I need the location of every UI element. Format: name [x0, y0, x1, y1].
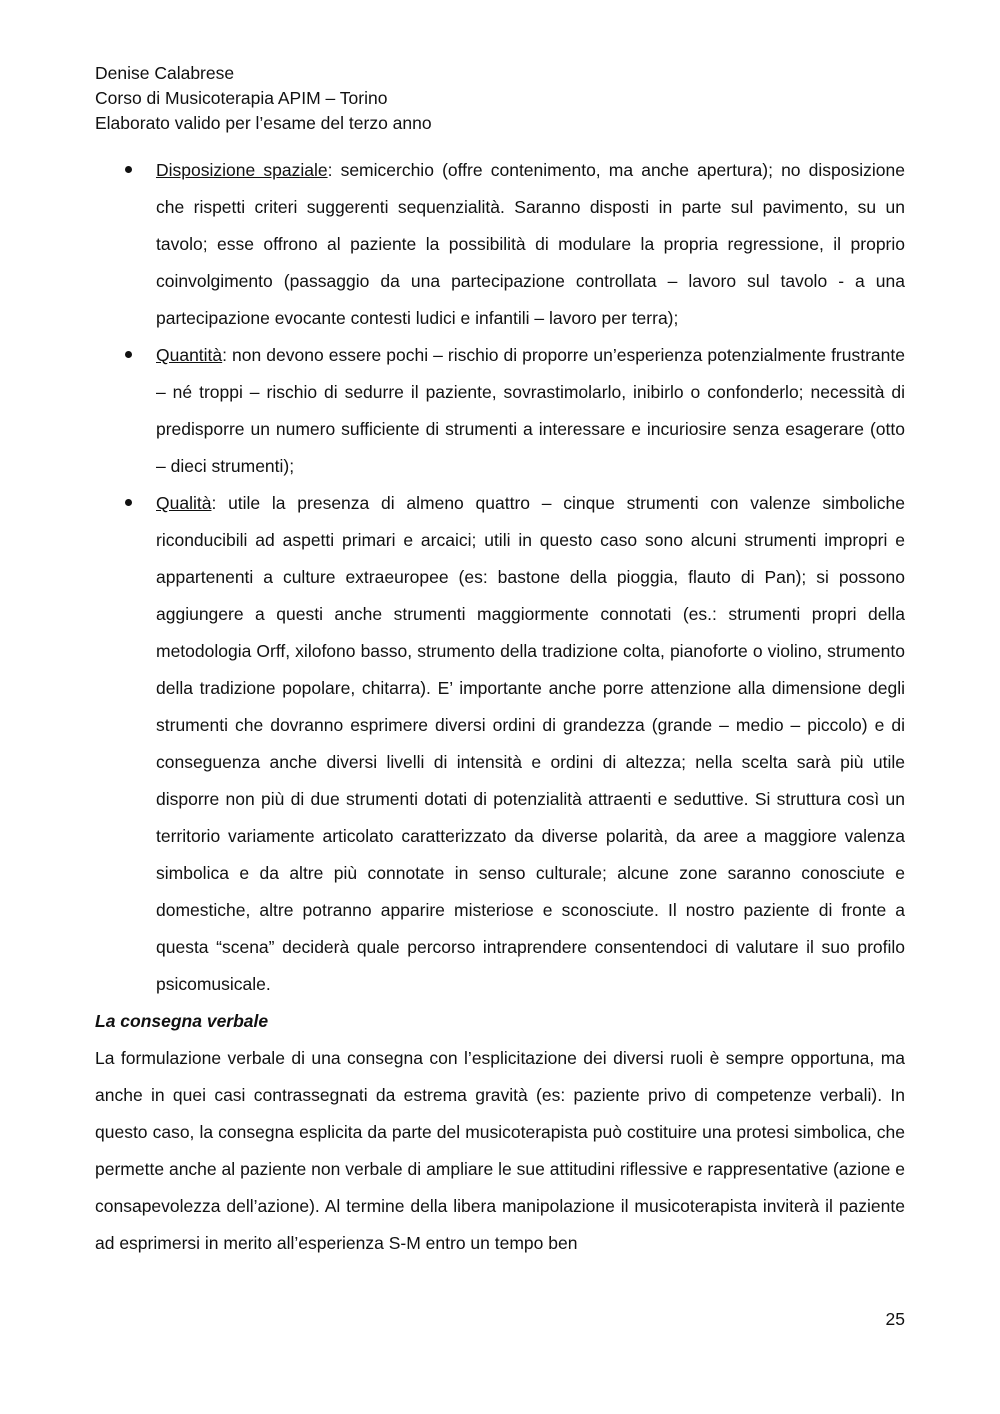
section-body: La formulazione verbale di una consegna con l’esplicitazione dei diversi ruoli è sempre opportuna, ma anche in quei casi contrassegnati da estrema gravità (es: paziente privo di competenze verbali). In questo caso, la consegna esplicita da parte del musicoterapista può costituire una protesi simbolica, che permette anche al paziente non verbale di ampliare le sue attitudini riflessive e rappresentative (azione e consapevolezza dell’azione). Al termine della libera manipolazione il musicoterapista inviterà il paziente ad esprimersi in merito all’esperienza S-M entro un tempo ben — [95, 1048, 905, 1253]
bullet-list — [95, 152, 905, 1003]
bullet-paragraph — [156, 337, 905, 485]
bullet-text: : utile la presenza di almeno quattro – cinque strumenti con valenze simboliche riconducibili ad aspetti primari e arcaici; utili in questo caso sono alcuni strumenti impropri e appartenenti a culture extraeuropee (es: bastone della pioggia, flauto di Pan); si possono aggiungere a questi anche strumenti maggiormente connotati (es.: strumenti propri della metodologia Orff, xilofono basso, strumento della tradizione colta, pianoforte o violino, strumento della tradizione popolare, chitarra). E’ importante anche porre attenzione alla dimensione degli strumenti che dovranno esprimere diversi ordini di grandezza (grande – medio – piccolo) e di conseguenza anche diversi livelli di intensità e ordini di altezza; nella scelta sarà più utile disporre non più di due strumenti dotati di potenzialità attraenti e seduttive. Si struttura così un territorio variamente articolato caratterizzato da diverse polarità, da aree a maggiore valenza simbolica e da altre più connotate in senso culturale; alcune zone saranno conosciute e domestiche, altre potranno apparire misteriose e sconosciute. Il nostro paziente di fronte a questa “scena” deciderà quale percorso intraprendere consentendoci di valutare il suo profilo psicomusicale. — [156, 493, 905, 994]
bullet-paragraph — [156, 152, 905, 337]
header-note: Elaborato valido per l’esame del terzo anno — [95, 113, 432, 133]
bullet-term: Disposizione spaziale — [156, 160, 328, 180]
section-title: La consegna verbale — [95, 1011, 269, 1031]
header-course: Corso di Musicoterapia APIM – Torino — [95, 88, 388, 108]
bullet-paragraph — [156, 485, 905, 1003]
bullet-item-quantita — [95, 337, 905, 485]
page-content — [95, 152, 905, 1262]
bullet-item-disposizione — [95, 152, 905, 337]
bullet-icon — [125, 499, 132, 506]
bullet-term: Qualità — [156, 493, 212, 513]
bullet-item-qualita — [95, 485, 905, 1003]
bullet-term: Quantità — [156, 345, 223, 365]
page-header — [95, 61, 905, 136]
bullet-text: : non devono essere pochi – rischio di proporre un’esperienza potenzialmente frustrante – né troppi – rischio di sedurre il paziente, sovrastimolarlo, inibirlo o confonderlo; necessità di predisporre un numero sufficiente di strumenti a interessare e incuriosire senza esagerare (otto – dieci strumenti); — [156, 345, 905, 476]
header-author: Denise Calabrese — [95, 63, 235, 83]
bullet-text: : semicerchio (offre contenimento, ma anche apertura); no disposizione che rispetti criteri suggerenti sequenzialità. Saranno disposti in parte sul pavimento, su un tavolo; esse offrono al paziente la possibilità di modulare la propria regressione, il proprio coinvolgimento (passaggio da una partecipazione controllata – lavoro sul tavolo - a una partecipazione evocante contesti ludici e infantili – lavoro per terra); — [156, 160, 905, 328]
page-number: 25 — [885, 1309, 905, 1329]
bullet-icon — [125, 166, 132, 173]
bullet-icon — [125, 351, 132, 358]
